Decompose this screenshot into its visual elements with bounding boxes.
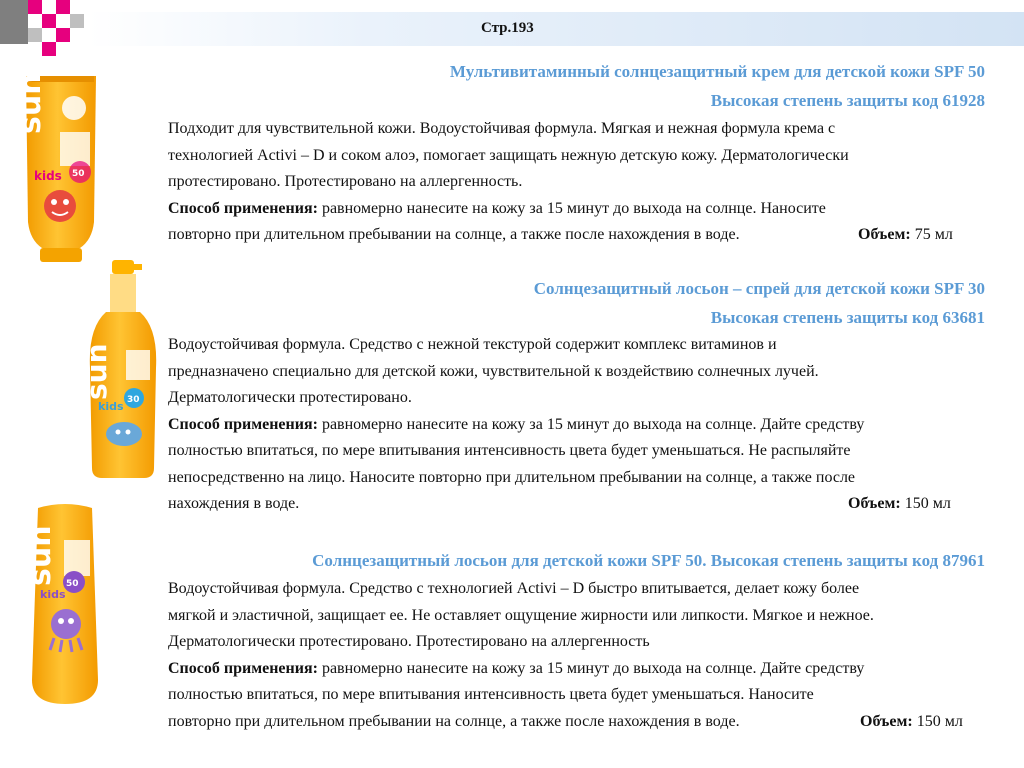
usage-label: Способ применения: (168, 199, 318, 217)
lotion-bottle-icon (23, 500, 102, 706)
usage-label: Способ применения: (168, 659, 318, 677)
product-2-title: Солнцезащитный лосьон – спрей для детской кожи SPF 30 (533, 279, 985, 298)
decor-square (42, 14, 56, 28)
svg-text:50: 50 (66, 579, 79, 589)
svg-text:30: 30 (127, 395, 140, 405)
description-line: Водоустойчивая формула. Средство с нежной текстурой содержит комплекс витаминов и (168, 336, 777, 353)
usage-line: полностью впитаться, по мере впитывания интенсивность цвета будет уменьшаться. Наносите (168, 686, 814, 703)
usage-text: повторно при длительном пребывании на солнце, а также после нахождения в воде. (168, 712, 740, 730)
svg-text:sun: sun (80, 343, 113, 400)
sunscreen-tube-icon (13, 72, 102, 264)
decor-square (42, 42, 56, 56)
product-1-description (168, 116, 988, 249)
decor-square (0, 0, 28, 44)
volume (848, 491, 951, 518)
decor-square (28, 0, 42, 14)
usage-text: нахождения в воде. (168, 495, 300, 512)
decor-square (56, 0, 70, 14)
usage-text: повторно при длительном пребывании на солнце, а также после нахождения в воде. (168, 226, 740, 243)
product-1-subtitle: Высокая степень защиты код 61928 (710, 91, 985, 110)
svg-text:kids: kids (98, 400, 124, 413)
page-number: Стр.193 (481, 20, 534, 36)
usage-line (168, 709, 988, 736)
description-line: Подходит для чувствительной кожи. Водоустойчивая формула. Мягкая и нежная формула крема с (168, 120, 836, 137)
usage-line (168, 491, 988, 518)
usage-text: равномерно нанесите на кожу за 15 минут до выхода на солнце. Дайте средству (317, 415, 865, 433)
volume-label: Объем: (858, 226, 911, 243)
svg-text:50: 50 (72, 169, 85, 179)
usage-line (168, 656, 988, 683)
decor-square (70, 14, 84, 28)
svg-text:sun: sun (13, 73, 48, 134)
usage-line (168, 412, 988, 439)
volume (860, 709, 963, 736)
volume-label: Объем: (848, 495, 901, 512)
product-1-title: Мультивитаминный солнцезащитный крем для детской кожи SPF 50 (449, 62, 985, 81)
svg-text:kids: kids (34, 169, 62, 183)
description-line: Дерматологически протестировано. (168, 389, 412, 406)
usage-text: равномерно нанесите на кожу за 15 минут до выхода на солнце. Наносите (317, 199, 826, 217)
usage-text: равномерно нанесите на кожу за 15 минут до выхода на солнце. Дайте средству (317, 659, 865, 677)
description-line: мягкой и эластичной, защищает ее. Не оставляет ощущение жирности или липкости. Мягкое и нежное. (168, 606, 874, 624)
description-line: предназначено специально для детской кожи, чувствительной к воздействию солнечных лучей. (168, 362, 819, 380)
usage-line (168, 196, 988, 223)
spray-bottle-icon (80, 258, 162, 480)
decor-square (28, 28, 42, 42)
description-line: протестировано. Протестировано на аллергенность. (168, 173, 523, 190)
volume-value: 150 мл (912, 712, 963, 730)
product-3-title: Солнцезащитный лосьон для детской кожи SPF 50. Высокая степень защиты код 87961 (312, 551, 985, 570)
volume-value: 150 мл (900, 495, 951, 512)
description-line: технологией Activi – D и соком алоэ, помогает защищать нежную детскую кожу. Дерматологически (168, 146, 849, 164)
product-2-subtitle: Высокая степень защиты код 63681 (710, 308, 985, 327)
header-bar (88, 12, 1024, 46)
svg-text:kids: kids (40, 588, 66, 601)
product-2-description (168, 332, 988, 518)
usage-line: полностью впитаться, по мере впитывания интенсивность цвета будет уменьшаться. Не распыляйте (168, 442, 851, 459)
decor-square (56, 28, 70, 42)
svg-text:sun: sun (23, 525, 58, 586)
volume-label: Объем: (860, 712, 913, 730)
usage-label: Способ применения: (168, 415, 318, 433)
description-line: Водоустойчивая формула. Средство с технологией Activi – D быстро впитывается, делает кожу более (168, 580, 860, 597)
description-line: Дерматологически протестировано. Протестировано на аллергенность (168, 633, 650, 650)
volume-value: 75 мл (910, 226, 953, 243)
product-3-description (168, 576, 988, 735)
usage-line: непосредственно на лицо. Наносите повторно при длительном пребывании на солнце, а также после (168, 468, 856, 486)
usage-line (168, 222, 988, 249)
volume (858, 222, 953, 249)
